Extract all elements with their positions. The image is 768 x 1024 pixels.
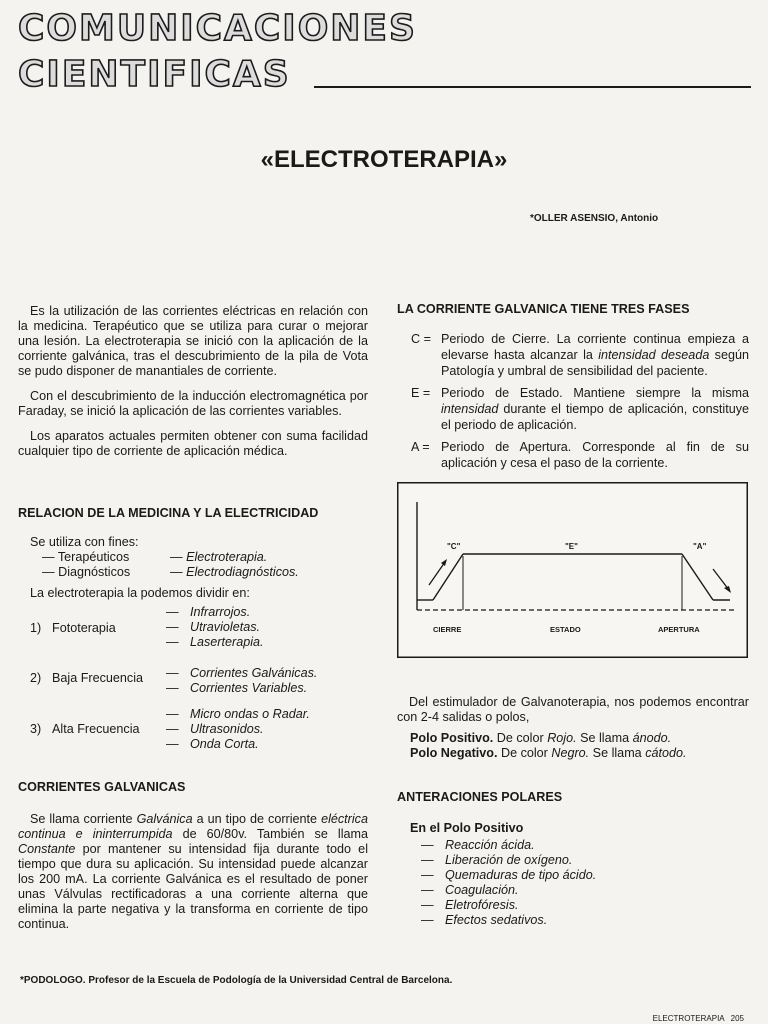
polares-heading: ANTERACIONES POLARES — [397, 790, 563, 804]
divide-label: La electroterapia la podemos dividir en: — [30, 586, 250, 600]
galvanicas-heading: CORRIENTES GALVANICAS — [18, 780, 186, 794]
polo-negativo: Polo Negativo. De color Negro. Se llama cátodo. — [410, 746, 687, 760]
section-title — [0, 6, 417, 98]
group-items — [166, 605, 264, 650]
fase-apertura: A = Periodo de Apertura. Corresponde al fin de su aplicación y cesa el paso de la corriente. — [411, 440, 749, 470]
use-type: — Electrodiagnósticos. — [170, 565, 299, 579]
article-title: «ELECTROTERAPIA» — [260, 146, 508, 173]
section-title-line-2: CIENTIFICAS — [18, 54, 291, 95]
intro-paragraph-2: Con el descubrimiento de la inducción electromagnética por Faraday, se inició la aplicación de las corrientes variables. — [18, 389, 368, 418]
fases-list — [397, 331, 749, 471]
polares-list — [397, 838, 749, 928]
polares-item: Eletrofóresis. — [445, 898, 519, 912]
use-purpose: — Terapéuticos — [42, 550, 130, 564]
label-c: "C" — [447, 542, 461, 551]
polares-item: Reacción ácida. — [445, 838, 535, 852]
group-item: Ultrasonidos. — [190, 722, 264, 736]
polares-section — [397, 790, 749, 928]
group-item: Onda Corta. — [190, 737, 259, 751]
group-item: Corrientes Variables. — [190, 681, 308, 695]
label-a: "A" — [693, 542, 707, 551]
left-column-intro — [18, 304, 368, 459]
intro-paragraph-1: Es la utilización de las corrientes eléctricas en relación con la medicina. Terapéutico que se utiliza para curar o mejorar una lesión. La electroterapia se inició con la aplicación de la corriente galvánica, tras el descubrimiento de la pila de Vota se pudo disponer de manantiales de corriente. — [18, 304, 368, 378]
polares-item: Efectos sedativos. — [445, 913, 548, 927]
fases-section — [397, 302, 749, 471]
galvanicas-section — [18, 780, 368, 932]
galvanic-phases-diagram — [397, 482, 748, 658]
running-footer — [647, 1014, 744, 1023]
group-name: Fototerapia — [52, 621, 116, 635]
group-name: Baja Frecuencia — [52, 671, 144, 685]
fase-key: E = — [411, 386, 431, 400]
phase-label-apertura: APERTURA — [658, 625, 700, 634]
section-title-line-1: COMUNICACIONES — [18, 8, 417, 49]
group-item: Corrientes Galvánicas. — [190, 666, 318, 680]
group-number: 1) — [30, 621, 42, 635]
polares-item: Quemaduras de tipo ácido. — [445, 868, 597, 882]
group-baja-frecuencia — [30, 666, 370, 698]
fases-heading: LA CORRIENTE GALVANICA TIENE TRES FASES — [397, 302, 690, 316]
polares-item: Coagulación. — [445, 883, 519, 897]
group-item: Utravioletas. — [190, 620, 260, 634]
fase-key: C = — [411, 332, 431, 346]
uses-list — [18, 550, 368, 580]
phase-label-estado: ESTADO — [550, 625, 581, 634]
article-author: *OLLER ASENSIO, Antonio — [530, 213, 659, 224]
relacion-section — [18, 506, 368, 601]
group-number: 3) — [30, 722, 42, 736]
group-items — [166, 666, 317, 696]
use-row — [42, 550, 368, 565]
title-rule — [314, 86, 751, 88]
group-items — [166, 707, 310, 752]
group-item: Infrarrojos. — [190, 605, 251, 619]
fase-key: A = — [411, 440, 430, 454]
phase-label-cierre: CIERRE — [433, 625, 462, 634]
group-alta-frecuencia — [30, 707, 370, 755]
relacion-heading: RELACION DE LA MEDICINA Y LA ELECTRICIDAD — [18, 506, 319, 520]
galvanicas-paragraph: Se llama corriente Galvánica a un tipo de corriente eléctrica continua e ininterrumpida de 60/80v. También se llama Constante por mantener su intensidad fija durante todo el tiempo que dura su aplicación. Su intensidad puede alcanzar los 200 mA. La corriente Galvánica es el resultado de poner unas Válvulas rectificadoras a una corriente alterna que elimina la parte negativa y la transforma en corriente de tipo continua. — [18, 812, 368, 931]
use-type: — Electroterapia. — [170, 550, 268, 564]
label-e: "E" — [565, 542, 578, 551]
footnote: *PODOLOGO. Profesor de la Escuela de Podología de la Universidad Central de Barcelona. — [20, 975, 453, 986]
estimulador-section — [397, 695, 749, 761]
estimulador-paragraph: Del estimulador de Galvanoterapia, nos podemos encontrar con 2-4 salidas o polos, — [397, 695, 749, 724]
polo-positivo: Polo Positivo. De color Rojo. Se llama ánodo. — [410, 731, 672, 745]
polares-item: Liberación de oxígeno. — [445, 853, 573, 867]
group-number: 2) — [30, 671, 42, 685]
fase-cierre: C = Periodo de Cierre. La corriente continua empieza a elevarse hasta alcanzar la intensidad deseada según Patología y umbral de sensibilidad del paciente. — [411, 332, 749, 378]
intro-paragraph-3: Los aparatos actuales permiten obtener con suma facilidad cualquier tipo de corriente de aplicación médica. — [18, 429, 368, 458]
use-row — [42, 565, 368, 580]
page-number: 205 — [730, 1014, 744, 1023]
group-name: Alta Frecuencia — [52, 722, 140, 736]
use-purpose: — Diagnósticos — [42, 565, 131, 579]
group-fototerapia — [30, 605, 370, 653]
running-footer-label: ELECTROTERAPIA — [652, 1014, 725, 1023]
fase-estado: E = Periodo de Estado. Mantiene siempre la misma intensidad durante el tiempo de aplicación, constituye el periodo de aplicación. — [411, 386, 749, 432]
group-item: Micro ondas o Radar. — [190, 707, 310, 721]
group-item: Laserterapia. — [190, 635, 264, 649]
polares-subheading: En el Polo Positivo — [410, 821, 524, 835]
uses-label: Se utiliza con fines: — [30, 535, 139, 549]
